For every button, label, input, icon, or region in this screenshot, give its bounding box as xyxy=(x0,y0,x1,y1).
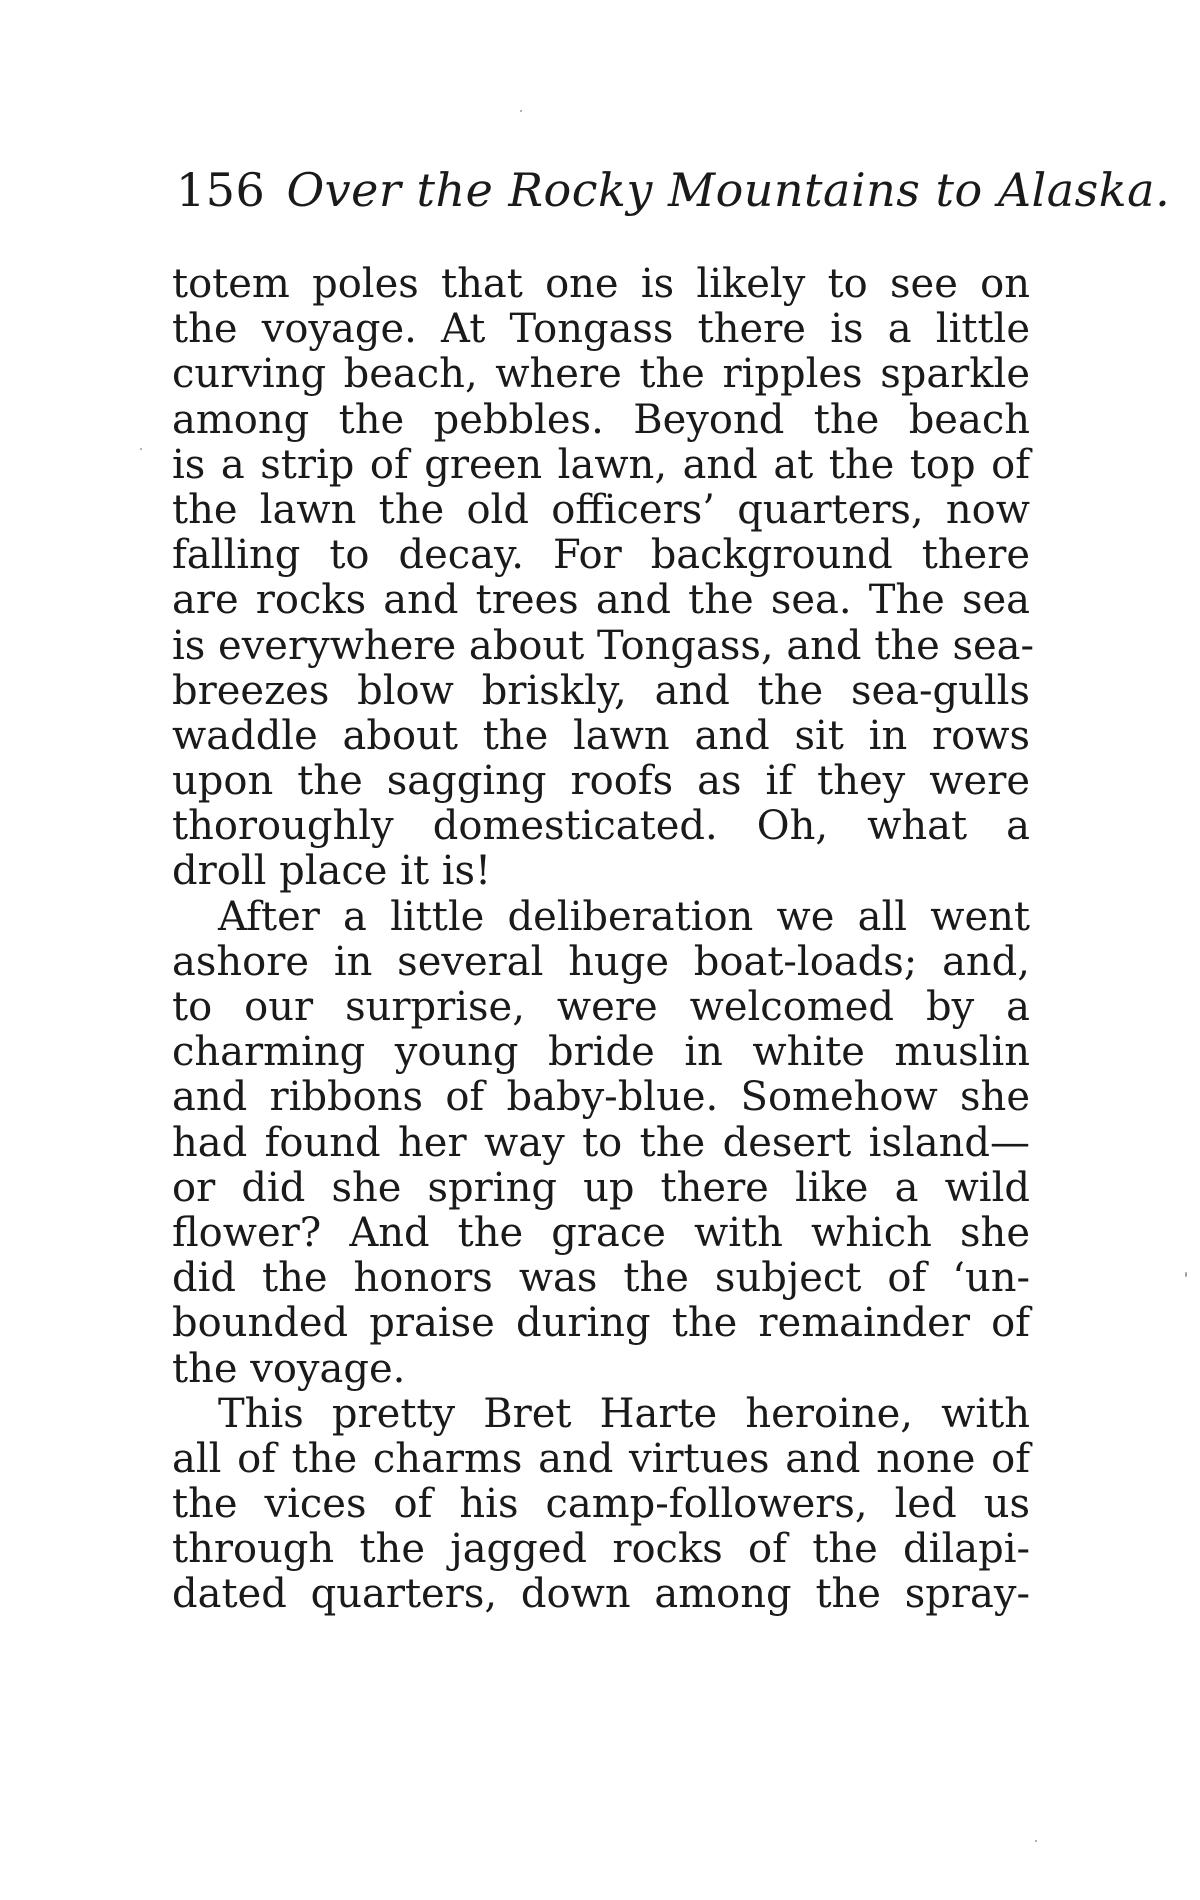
text-line: through the jagged rocks of the dilapi- xyxy=(172,1526,1030,1573)
text-line: the voyage. At Tongass there is a little xyxy=(172,306,1030,353)
text-line: and ribbons of baby-blue. Somehow she xyxy=(172,1074,1030,1121)
text-line: or did she spring up there like a wild xyxy=(172,1164,1030,1211)
text-line: falling to decay. For background there xyxy=(172,532,1030,579)
text-line: breezes blow briskly, and the sea-gulls xyxy=(172,667,1030,714)
text-line: totem poles that one is likely to see on xyxy=(172,261,1030,307)
text-line: charming young bride in white muslin xyxy=(172,1029,1030,1076)
text-line: among the pebbles. Beyond the beach xyxy=(172,396,1030,443)
text-line: the lawn the old officers’ quarters, now xyxy=(172,486,1030,533)
text-line: droll place it is! xyxy=(172,848,492,895)
book-title: Over the Rocky Mountains to Alaska. xyxy=(286,163,1171,217)
paper-speck xyxy=(1035,1840,1037,1842)
text-line: the vices of his camp-followers, led us xyxy=(172,1481,1030,1528)
text-line: dated quarters, down among the spray- xyxy=(172,1571,1030,1618)
body-text xyxy=(172,261,1035,1618)
text-line: upon the sagging roofs as if they were xyxy=(172,758,1030,805)
text-line: had found her way to the desert island— xyxy=(172,1119,1030,1166)
text-line: waddle about the lawn and sit in rows xyxy=(172,712,1030,759)
text-line: to our surprise, were welcomed by a xyxy=(172,984,1030,1030)
text-line: the voyage. xyxy=(172,1345,406,1392)
paper-speck xyxy=(1185,1272,1187,1277)
paper-speck xyxy=(140,448,142,450)
text-line: did the honors was the subject of ʻun- xyxy=(172,1255,1030,1302)
text-line: are rocks and trees and the sea. The sea xyxy=(172,577,1030,624)
paper-speck xyxy=(520,110,522,112)
text-line: all of the charms and virtues and none of xyxy=(172,1435,1030,1482)
text-line: is a strip of green lawn, and at the top of xyxy=(172,441,1030,488)
text-line: bounded praise during the remainder of xyxy=(172,1300,1030,1347)
running-head xyxy=(176,162,1171,218)
text-line: ashore in several huge boat-loads; and, xyxy=(172,938,1030,985)
text-line: thoroughly domesticated. Oh, what a xyxy=(172,803,1030,850)
text-line: After a little deliberation we all went xyxy=(218,893,1030,940)
text-line: curving beach, where the ripples sparkle xyxy=(172,351,1030,398)
text-line: This pretty Bret Harte heroine, with xyxy=(218,1390,1030,1437)
page-number: 156 xyxy=(176,163,266,217)
text-line: is everywhere about Tongass, and the sea- xyxy=(172,622,1035,669)
text-line: flower? And the grace with which she xyxy=(172,1209,1030,1256)
